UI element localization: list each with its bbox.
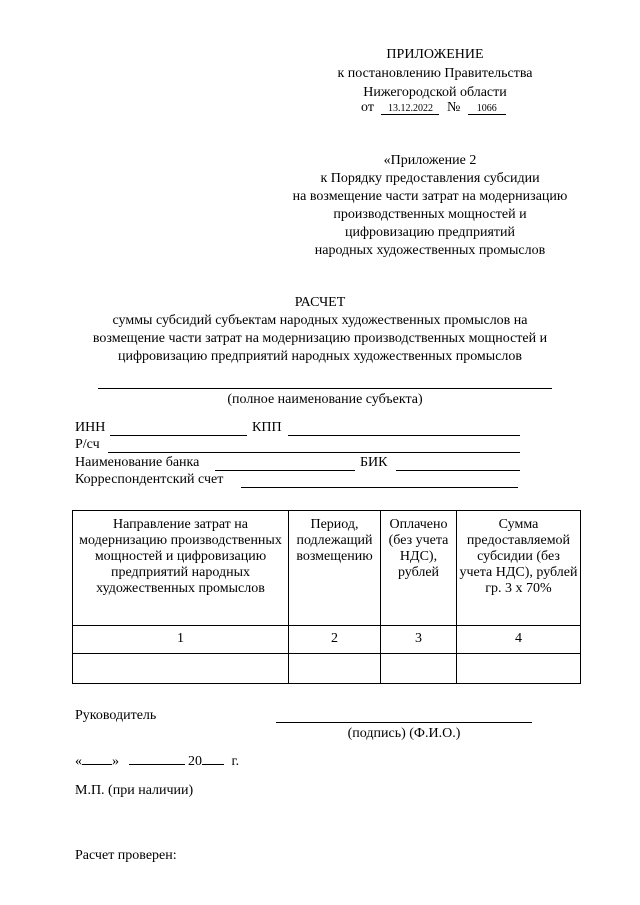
head-label: Руководитель: [75, 708, 157, 723]
table-number-cell: 3: [381, 626, 457, 654]
bik-field[interactable]: [396, 470, 520, 471]
appendix-line: цифровизацию предприятий: [344, 225, 516, 240]
inn-field[interactable]: [110, 435, 247, 436]
table-number-row: [73, 626, 581, 654]
calc-title-line: цифровизацию предприятий народных художественных промыслов: [117, 349, 523, 364]
date-row: [75, 754, 239, 770]
header-block: [280, 45, 590, 102]
table-cell[interactable]: [381, 654, 457, 684]
year-prefix: 20: [188, 754, 202, 769]
inn-label: ИНН: [75, 420, 106, 435]
account-field[interactable]: [108, 452, 520, 453]
day-field[interactable]: [82, 764, 112, 765]
signature-caption: (подпись) (Ф.И.О.): [347, 726, 461, 741]
kpp-label: КПП: [252, 420, 282, 435]
decree-date-row: [361, 100, 506, 116]
signature-line[interactable]: [276, 722, 532, 723]
year-field[interactable]: [202, 764, 224, 765]
table-row: [73, 654, 581, 684]
appendix-line: производственных мощностей и: [333, 207, 527, 222]
table-number-cell: 2: [289, 626, 381, 654]
table-cell[interactable]: [457, 654, 581, 684]
stamp-label: М.П. (при наличии): [75, 783, 194, 798]
checked-label: Расчет проверен:: [75, 848, 177, 863]
calc-title-line: возмещение части затрат на модернизацию производственных мощностей и: [92, 331, 548, 346]
appendix-line: к Порядку предоставления субсидии: [320, 171, 540, 186]
calc-table: [72, 510, 581, 684]
table-header-cell: Сумма предоставляемой субсидии (без учета НДС), рублей гр. 3 х 70%: [457, 511, 581, 626]
table-number-cell: 1: [73, 626, 289, 654]
number-label: №: [446, 100, 461, 115]
appendix-block: [270, 152, 590, 260]
bank-label: Наименование банка: [75, 455, 200, 470]
from-label: от: [361, 100, 374, 115]
year-suffix: г.: [231, 754, 240, 769]
date-close-quote: »: [112, 754, 119, 769]
header-line: к постановлению Правительства: [337, 66, 533, 81]
appendix-line: «Приложение 2: [383, 153, 477, 168]
table-header-cell: Период, подлежащий возмещению: [289, 511, 381, 626]
decree-number: 1066: [468, 103, 506, 115]
calc-title-line: суммы субсидий субъектам народных художественных промыслов на: [112, 313, 528, 328]
corr-field[interactable]: [241, 487, 518, 488]
table-header-cell: Оплачено (без учета НДС), рублей: [381, 511, 457, 626]
table-header-row: [73, 511, 581, 626]
subject-caption: (полное наименование субъекта): [227, 392, 423, 407]
table-cell[interactable]: [73, 654, 289, 684]
decree-date: 13.12.2022: [381, 103, 439, 115]
header-title: ПРИЛОЖЕНИЕ: [386, 47, 484, 62]
bik-label: БИК: [360, 455, 388, 470]
bank-field[interactable]: [215, 470, 355, 471]
table-number-cell: 4: [457, 626, 581, 654]
corr-label: Корреспондентский счет: [75, 472, 224, 487]
appendix-line: на возмещение части затрат на модернизацию: [292, 189, 568, 204]
table-cell[interactable]: [289, 654, 381, 684]
account-label: Р/сч: [75, 437, 100, 452]
appendix-line: народных художественных промыслов: [314, 243, 546, 258]
subject-name-line: [98, 388, 552, 389]
date-open-quote: «: [75, 754, 82, 769]
header-line: Нижегородской области: [363, 85, 507, 100]
calc-title: РАСЧЕТ: [294, 295, 346, 310]
calc-title-block: [60, 294, 580, 366]
kpp-field[interactable]: [288, 435, 520, 436]
month-field[interactable]: [129, 764, 185, 765]
table-header-cell: Направление затрат на модернизацию производственных мощностей и цифровизацию предприятий народных художественных промыслов: [73, 511, 289, 626]
